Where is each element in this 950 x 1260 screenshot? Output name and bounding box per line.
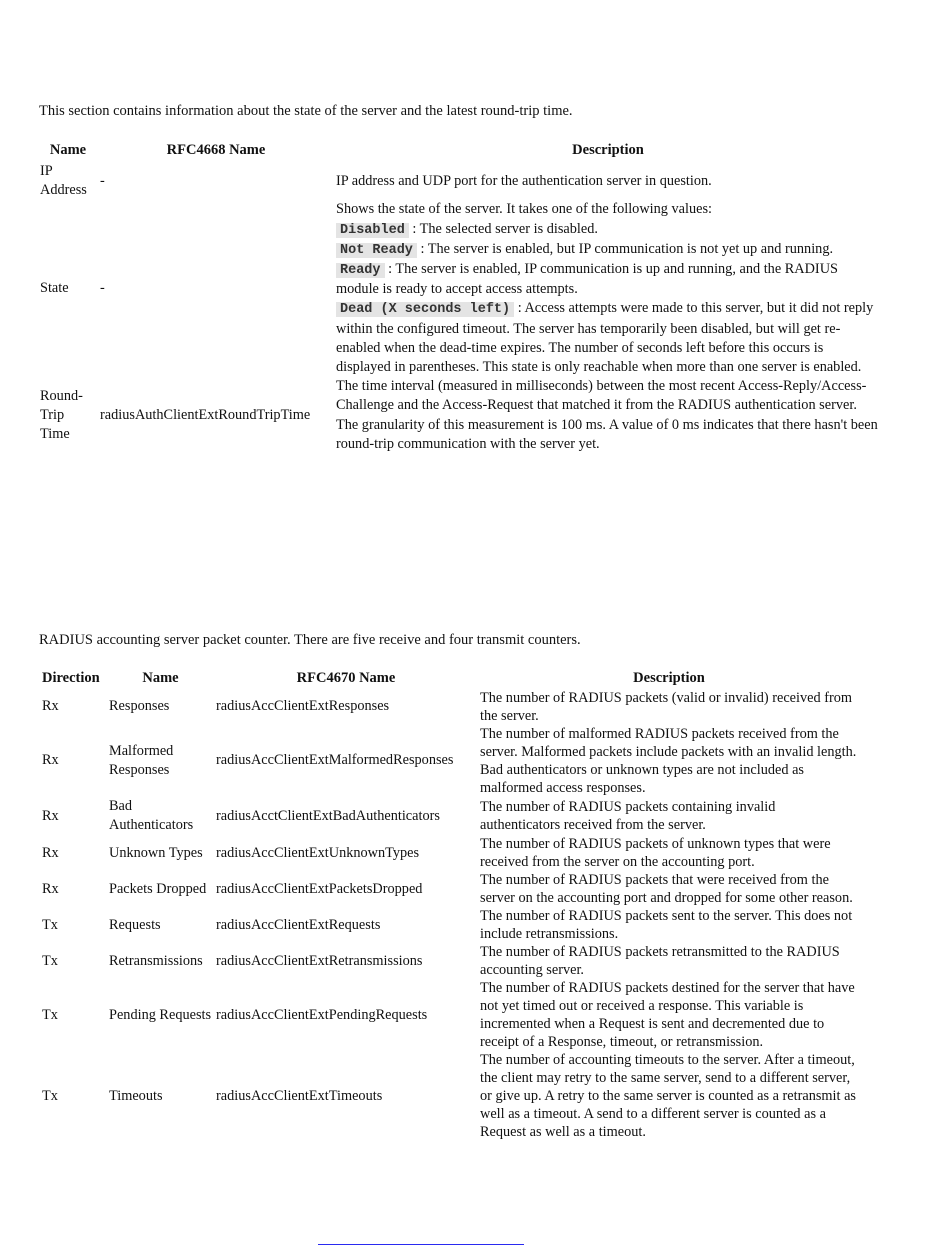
- state-value-not-ready: Not Ready: [336, 243, 417, 258]
- cell-rfc-name: radiusAuthClientExtRoundTripTime: [100, 407, 311, 424]
- cell-name: IP Address: [40, 163, 87, 199]
- cell-name: Responses: [109, 698, 170, 715]
- state-value-dead-text: : Access attempts were made to this server, but it did not reply within the configured timeout. The server has temporarily been disabled, but will get re-enabled when the dead-time expires. The number of seconds left before this occurs is displayed in parentheses. This state is only reachable when more than one server is enabled.: [336, 300, 874, 376]
- state-intro: Shows the state of the server. It takes one of the following values:: [336, 201, 712, 218]
- table-row: [40, 943, 860, 979]
- cell-description: The number of accounting timeouts to the server. After a timeout, the client may retry to the same server, send to a different server, or give up. A retry to the same server is counted as a retransmit as well as a timeout. A send to a different server is counted as a Request as well as a timeout.: [480, 1052, 856, 1141]
- state-value-dead: Dead (X seconds left): [336, 302, 514, 317]
- cell-rfc-name: radiusAccClientExtPacketsDropped: [216, 880, 423, 897]
- cell-rfc-name: radiusAccClientExtResponses: [216, 698, 390, 715]
- cell-direction: Rx: [42, 880, 59, 897]
- cell-direction: Tx: [42, 1006, 58, 1023]
- cell-description: [334, 200, 882, 377]
- cell-description: The time interval (measured in milliseconds) between the most recent Access-Reply/Access-Challenge and the Access-Request that matched it from the RADIUS authentication server. The granularity of this measurement is 100 ms. A value of 0 ms indicates that there hasn't been round-trip communication with the server yet.: [336, 378, 878, 452]
- header-rfc4670-name: RFC4670 Name: [296, 670, 396, 687]
- cell-description: The number of RADIUS packets destined for the server that have not yet timed out or received a response. This variable is incremented when a Request is sent and decremented due to receipt of a Response, timeout, or retransmission.: [480, 980, 855, 1051]
- table-row: [40, 871, 860, 907]
- cell-rfc-name: radiusAccClientExtUnknownTypes: [216, 844, 420, 861]
- table-header-row: [38, 140, 882, 162]
- cell-rfc-name: radiusAccClientExtPendingRequests: [216, 1006, 428, 1023]
- header-name: Name: [142, 670, 179, 687]
- table-row: [40, 797, 860, 835]
- cell-direction: Rx: [42, 698, 59, 715]
- cell-direction: Rx: [42, 752, 59, 769]
- cell-description: The number of RADIUS packets retransmitted to the RADIUS accounting server.: [480, 944, 840, 979]
- header-direction: Direction: [42, 670, 100, 687]
- server-state-table: [38, 140, 882, 454]
- cell-rfc-name: radiusAccClientExtRequests: [216, 916, 381, 933]
- cell-name: Retransmissions: [109, 952, 203, 969]
- cell-rfc-name: radiusAccClientExtMalformedResponses: [216, 752, 454, 769]
- table-row-state: [38, 200, 882, 377]
- cell-direction: Rx: [42, 807, 59, 824]
- footer-link[interactable]: [318, 1244, 524, 1245]
- packet-counter-table: [40, 669, 860, 1141]
- state-value-ready-text: : The server is enabled, IP communication is up and running, and the RADIUS module is ready to accept access attempts.: [336, 261, 838, 298]
- cell-name: Bad Authenticators: [109, 798, 194, 834]
- cell-description: The number of RADIUS packets of unknown types that were received from the server on the accounting port.: [480, 836, 831, 871]
- cell-description: IP address and UDP port for the authentication server in question.: [336, 172, 712, 189]
- header-rfc4668-name: RFC4668 Name: [166, 142, 266, 159]
- cell-direction: Tx: [42, 916, 58, 933]
- cell-name: Timeouts: [109, 1087, 163, 1104]
- cell-description: The number of malformed RADIUS packets received from the server. Malformed packets include packets with an invalid length. Bad authenticators or unknown types are not included as malformed access responses.: [480, 726, 857, 796]
- table-row: [40, 907, 860, 943]
- cell-description: The number of RADIUS packets (valid or invalid) received from the server.: [480, 690, 852, 724]
- cell-rfc-name: radiusAccClientExtTimeouts: [216, 1087, 383, 1104]
- cell-name: Malformed Responses: [109, 742, 174, 778]
- cell-name: Pending Requests: [109, 1006, 212, 1023]
- cell-name: Requests: [109, 916, 161, 933]
- cell-name: Round-Trip Time: [40, 387, 83, 443]
- table-row: [40, 1051, 860, 1141]
- cell-description: The number of RADIUS packets that were received from the server on the accounting port and dropped for some other reason.: [480, 872, 853, 907]
- table-row-ip-address: [38, 162, 882, 200]
- cell-direction: Tx: [42, 952, 58, 969]
- state-value-ready: Ready: [336, 263, 385, 278]
- table-row: [40, 979, 860, 1051]
- cell-description: The number of RADIUS packets sent to the server. This does not include retransmissions.: [480, 908, 853, 943]
- cell-direction: Rx: [42, 844, 59, 861]
- cell-name: Packets Dropped: [109, 880, 207, 897]
- cell-rfc-name: -: [100, 172, 105, 189]
- header-name: Name: [49, 142, 87, 159]
- cell-rfc-name: -: [100, 280, 105, 297]
- packet-counter-intro: RADIUS accounting server packet counter. There are five receive and four transmit counters.: [39, 632, 581, 648]
- table-row: [40, 689, 860, 725]
- table-row: [40, 725, 860, 797]
- cell-direction: Tx: [42, 1087, 58, 1104]
- table-header-row: [40, 669, 860, 689]
- table-row: [40, 835, 860, 871]
- server-state-intro: This section contains information about the state of the server and the latest round-trip time.: [39, 103, 573, 119]
- state-value-disabled-text: : The selected server is disabled.: [412, 220, 598, 237]
- header-description: Description: [633, 670, 705, 687]
- cell-name: Unknown Types: [109, 844, 203, 861]
- cell-rfc-name: radiusAcctClientExtBadAuthenticators: [216, 807, 440, 824]
- state-value-not-ready-text: : The server is enabled, but IP communication is not yet up and running.: [420, 240, 834, 257]
- header-description: Description: [572, 142, 644, 159]
- cell-description: The number of RADIUS packets containing invalid authenticators received from the server.: [480, 799, 776, 834]
- cell-name: State: [40, 280, 69, 297]
- cell-rfc-name: radiusAccClientExtRetransmissions: [216, 952, 423, 969]
- table-row-round-trip-time: [38, 377, 882, 454]
- state-value-disabled: Disabled: [336, 223, 409, 238]
